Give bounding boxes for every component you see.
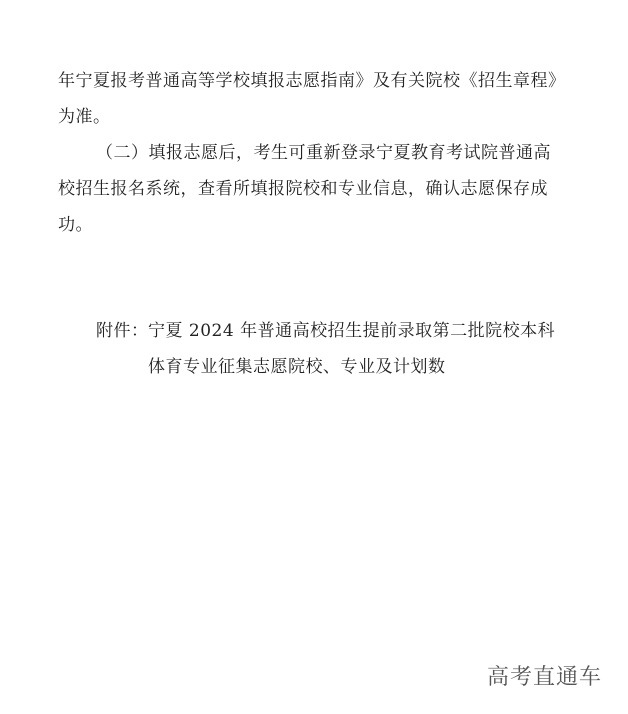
paragraph-line-3: （二）填报志愿后，考生可重新登录宁夏教育考试院普通高 <box>96 143 551 163</box>
paragraph-line-4: 校招生报名系统，查看所填报院校和专业信息，确认志愿保存成 <box>58 179 548 199</box>
paragraph-line-5: 功。 <box>58 215 93 235</box>
paragraph-line-2: 为准。 <box>58 107 111 127</box>
watermark-text: 高考直通车 <box>486 665 602 690</box>
attachment-label: 附件： <box>96 321 149 341</box>
attachment-title-line-2: 体育专业征集志愿院校、专业及计划数 <box>148 357 446 377</box>
paragraph-line-1: 年宁夏报考普通高等学校填报志愿指南》及有关院校《招生章程》 <box>58 71 566 91</box>
attachment-title-line-1: 宁夏 2024 年普通高校招生提前录取第二批院校本科 <box>148 321 556 341</box>
